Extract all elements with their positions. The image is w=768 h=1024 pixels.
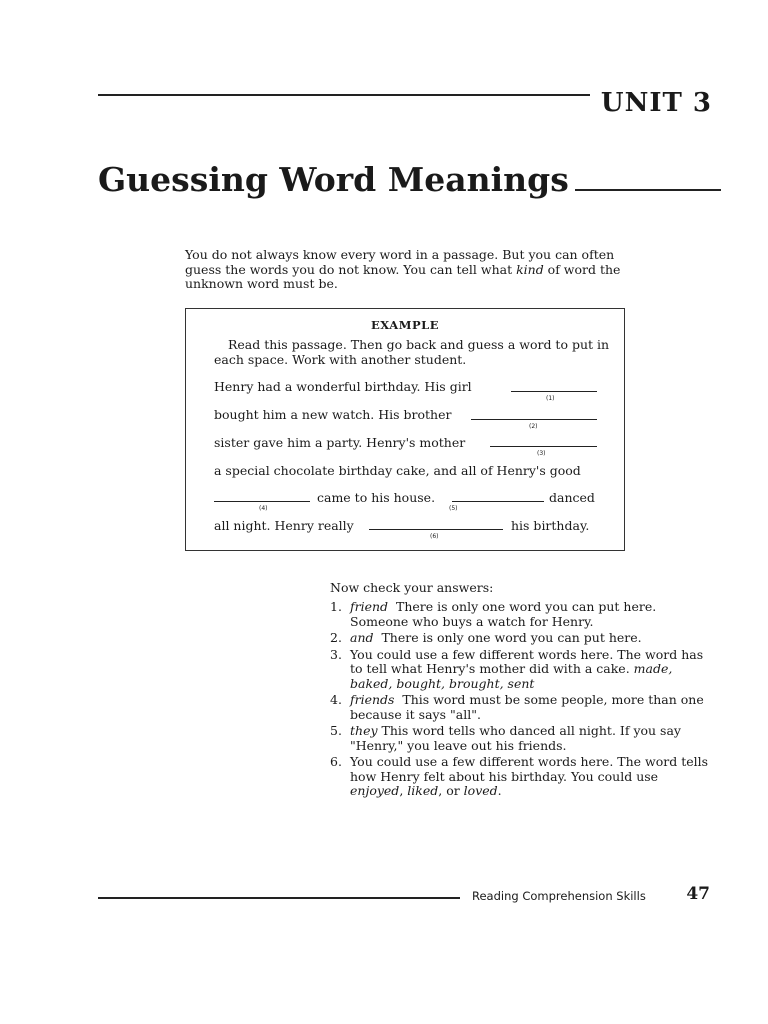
answer-item-1 [330,600,712,629]
blank-number-4: (4) [259,505,268,512]
passage-line-6: all night. Henry really [214,518,354,533]
passage-line-1: Henry had a wonderful birthday. His girl [214,379,472,394]
answer-separator: , or [438,783,464,798]
answer-option: loved [463,783,498,798]
answer-option: liked [407,783,439,798]
answer-number: 1. [330,599,342,614]
blank-number-1: (1) [546,395,555,402]
answer-text: This word must be some people, more than one because it says "all". [350,692,704,722]
intro-text-1: You do not always know every word in a passage. But you can often guess the words you do not know. You can tell what [185,247,615,277]
blank-number-2: (2) [529,423,538,430]
footer-label: Reading Comprehension Skills [472,889,646,903]
answer-text: There is only one word you can put here. Someone who buys a watch for Henry. [350,599,657,629]
answer-number: 4. [330,692,342,707]
top-rule [98,94,590,96]
answer-list [330,600,712,801]
intro-emphasis: kind [516,261,544,277]
answer-item-2 [330,631,712,646]
page-number: 47 [686,884,710,904]
footer-rule [98,897,460,899]
passage-line-5: came to his house. [317,490,436,505]
answer-item-5 [330,724,712,753]
unit-label: UNIT 3 [600,88,712,118]
answer-word: they [350,723,378,738]
answer-option: enjoyed [350,783,400,798]
blank-6 [369,529,503,530]
blank-5 [452,501,544,502]
passage-line-5b: danced [549,490,595,505]
answer-text: There is only one word you can put here. [381,630,642,645]
example-heading: EXAMPLE [371,318,439,332]
answer-text: You could use a few different words here. The word tells how Henry felt about his birthday. You could use [350,754,709,784]
intro-paragraph [185,248,635,292]
blank-4 [214,501,310,502]
answer-word: friends [350,692,395,707]
check-heading: Now check your answers: [330,580,494,595]
answer-text: This word tells who danced all night. If you say "Henry," you leave out his friends. [350,723,681,753]
passage-line-6b: his birthday. [511,518,590,533]
answer-end: . [497,783,502,798]
blank-number-5: (5) [449,505,458,512]
passage-line-3: sister gave him a party. Henry's mother [214,435,466,450]
passage-line-4: a special chocolate birthday cake, and all of Henry's good [214,463,581,478]
answer-word: and [350,630,374,645]
answer-number: 6. [330,754,342,769]
blank-2 [471,419,597,420]
answer-number: 3. [330,646,342,662]
page-title: Guessing Word Meanings [98,160,569,199]
example-instructions: Read this passage. Then go back and guess a word to put in each space. Work with another student. [214,337,610,367]
answer-number: 5. [330,723,342,738]
answer-options: made, baked, bought, brought, sent [350,661,673,691]
answer-word: friend [350,599,389,614]
answer-item-3 [330,648,712,692]
blank-number-3: (3) [537,450,546,457]
title-rule [575,189,721,191]
blank-number-6: (6) [430,533,439,540]
example-box [185,308,625,551]
title-row [98,160,721,199]
answer-item-6 [330,755,712,799]
blank-1 [511,391,597,392]
intro-text-2: of word the unknown word must be. [185,261,621,291]
answer-item-4 [330,693,712,722]
answer-separator: , [399,783,408,798]
answer-number: 2. [330,630,342,645]
blank-3 [490,446,597,447]
answer-text: You could use a few different words here. The word has to tell what Henry's mother did with a cake. [350,646,704,676]
passage-line-2: bought him a new watch. His brother [214,407,452,422]
